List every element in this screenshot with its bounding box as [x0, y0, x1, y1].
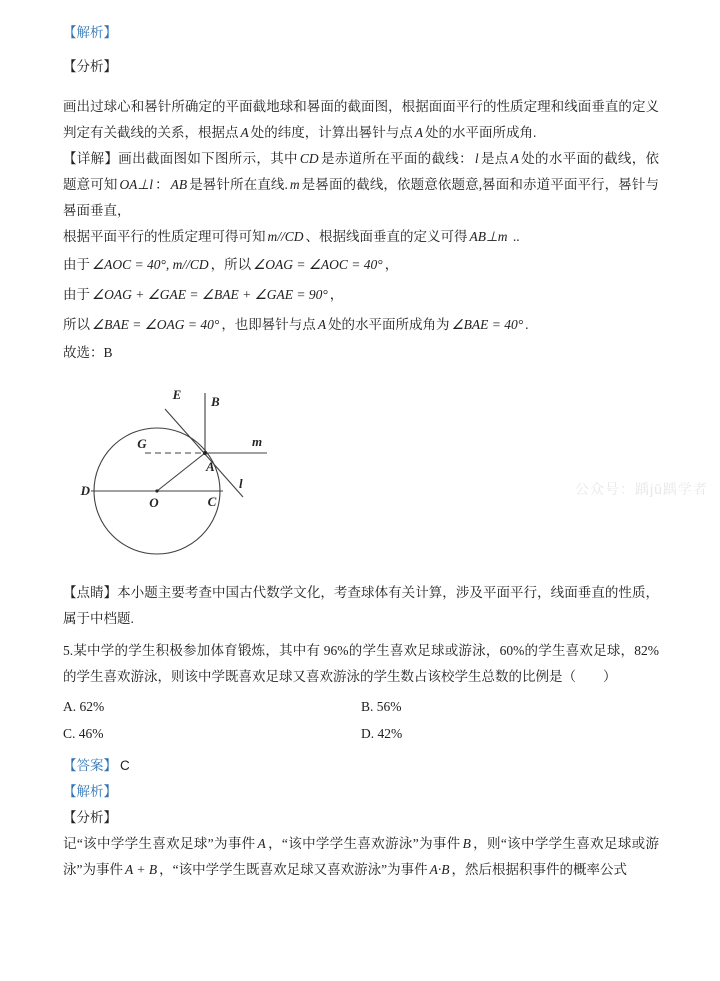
- text-segment: 、根据线面垂直的定义可得: [305, 229, 468, 244]
- text-segment: 根据平面平行的性质定理可得可知: [63, 229, 266, 244]
- formula-2: [63, 280, 659, 310]
- diagram-label-m: m: [252, 434, 263, 449]
- text-segment: 【分析】: [63, 810, 117, 825]
- option-a: A. 62%: [63, 699, 105, 714]
- math-segment: ∠OAG + ∠GAE = ∠BAE + ∠GAE = 90°: [92, 287, 328, 302]
- text-segment: 由于: [63, 257, 90, 272]
- text-segment: .: [525, 317, 529, 332]
- text-segment: ，: [329, 287, 344, 302]
- math-segment: A + B: [125, 862, 158, 877]
- jiexi-tag-2: [63, 779, 659, 805]
- probability-text: [63, 831, 659, 883]
- tag-segment: 【解析】: [63, 25, 117, 40]
- formula-1: [63, 250, 659, 280]
- text-segment: 由于: [63, 287, 90, 302]
- question5-text: [63, 638, 659, 690]
- text-segment: 是晷针所在直线.: [189, 177, 288, 192]
- text-segment: 处的纬度，计算出晷针与点: [250, 125, 413, 140]
- math-segment: A: [257, 836, 266, 851]
- text-segment: 5.某中学的学生积极参加体育锻炼，其中有 96%的学生喜欢足球或游泳，60%的学生喜欢足球，82%的学生喜欢游泳，则该中学既喜欢足球又喜欢游泳的学生数占该校学生总数的比例是（ ）: [63, 643, 659, 684]
- math-segment: m//CD: [267, 229, 304, 244]
- math-segment: l: [474, 151, 479, 166]
- math-segment: A: [510, 151, 519, 166]
- math-segment: ∠BAE = ∠OAG = 40°: [92, 317, 220, 332]
- option-b: B. 56%: [361, 699, 402, 714]
- text-segment: ..: [509, 229, 520, 244]
- text-segment: ：: [154, 177, 169, 192]
- text-segment: 是赤道所在平面的截线：: [320, 151, 473, 166]
- math-segment: AB⊥m: [469, 229, 508, 244]
- text-segment: 故选：B: [63, 345, 113, 360]
- fenxi-tag-2: [63, 805, 659, 831]
- diagram-label-O: O: [149, 495, 159, 510]
- math-segment: AB: [170, 177, 188, 192]
- radius-line-OA: [157, 453, 205, 491]
- math-segment: A: [414, 125, 423, 140]
- diagram-label-G: G: [137, 436, 147, 451]
- cross-section-diagram: [55, 380, 295, 580]
- conclusion-4: [63, 340, 659, 366]
- math-segment: ∠AOC = 40°, m//CD: [92, 257, 209, 272]
- page-content: [63, 20, 659, 883]
- fenxi-tag-1: [63, 54, 659, 80]
- text-segment: ，则“该中学学生喜欢足球或游泳”为事件: [63, 836, 659, 877]
- option-c: C. 46%: [63, 726, 104, 741]
- diagram-label-C: C: [207, 494, 217, 509]
- solution4-text-block: [63, 20, 659, 366]
- text-segment: ，: [384, 257, 399, 272]
- diagram-label-B: B: [211, 394, 220, 409]
- text-segment: 处的水平面的截线，依题意可知: [63, 151, 660, 192]
- formula-3: [63, 310, 659, 340]
- math-segment: A: [240, 125, 249, 140]
- parallel-text: [63, 224, 659, 250]
- text-segment: 是点: [480, 151, 509, 166]
- diagram-label-A: A: [206, 459, 215, 474]
- text-segment: ，也即晷针与点: [221, 317, 316, 332]
- math-segment: A: [317, 317, 327, 332]
- options-row-1: [63, 693, 659, 720]
- option-d: D. 42%: [361, 726, 403, 741]
- text-segment: 所以: [63, 317, 90, 332]
- text-segment: 【分析】: [63, 59, 117, 74]
- math-segment: OA⊥l: [119, 177, 153, 192]
- text-segment: ，所以: [210, 257, 252, 272]
- point-A-dot: [203, 451, 207, 455]
- analysis-text: [63, 94, 659, 146]
- math-segment: A·B: [429, 862, 450, 877]
- diagram-label-l: l: [239, 476, 243, 491]
- diagram-lines: [91, 393, 267, 554]
- math-segment: ∠OAG = ∠AOC = 40°: [253, 257, 383, 272]
- tag-segment: 【答案】: [63, 758, 117, 773]
- watermark: 公众号：踽jǔ踽学者: [575, 481, 708, 497]
- options-row-2: [63, 720, 659, 747]
- text-segment: ，“该中学学生喜欢游泳”为事件: [267, 836, 461, 851]
- point-O-dot: [155, 489, 158, 492]
- diagram-label-D: D: [80, 483, 90, 498]
- math-segment: ∠BAE = 40°: [451, 317, 524, 332]
- math-segment: m: [289, 177, 300, 192]
- dianjing-text: [63, 580, 659, 632]
- text-segment: 处的水平面所成角为: [328, 317, 450, 332]
- solution5-text-block: [63, 753, 659, 883]
- answer-line: [63, 753, 659, 779]
- tag-segment: 【解析】: [63, 784, 117, 799]
- text-segment: ，“该中学学生既喜欢足球又喜欢游泳”为事件: [159, 862, 428, 877]
- text-segment: 画出过球心和晷针所确定的平面截地球和晷面的截面图，根据面面平行的性质定理和线面垂直的定义判定有关截线的关系，根据点: [63, 99, 659, 140]
- question5-text-block: [63, 580, 659, 690]
- detail-text: [63, 146, 659, 224]
- math-segment: CD: [299, 151, 319, 166]
- text-segment: 【详解】画出截面图如下图所示，其中: [63, 151, 298, 166]
- text-segment: 是晷面的截线，依题意依题意,晷面和赤道平面平行，晷针与晷面垂直，: [63, 177, 659, 218]
- text-segment: 处的水平面所成角.: [425, 125, 537, 140]
- text-segment: 【点睛】本小题主要考查中国古代数学文化，考查球体有关计算，涉及平面平行，线面垂直的性质，属于中档题.: [63, 585, 659, 626]
- text-segment: ，然后根据积事件的概率公式: [451, 862, 627, 877]
- diagram-label-E: E: [172, 387, 182, 402]
- math-segment: B: [462, 836, 471, 851]
- jiexi-tag-1: [63, 20, 659, 46]
- options-grid: [63, 693, 659, 747]
- text-segment: 记“该中学学生喜欢足球”为事件: [63, 836, 256, 851]
- text-segment: C: [120, 758, 130, 773]
